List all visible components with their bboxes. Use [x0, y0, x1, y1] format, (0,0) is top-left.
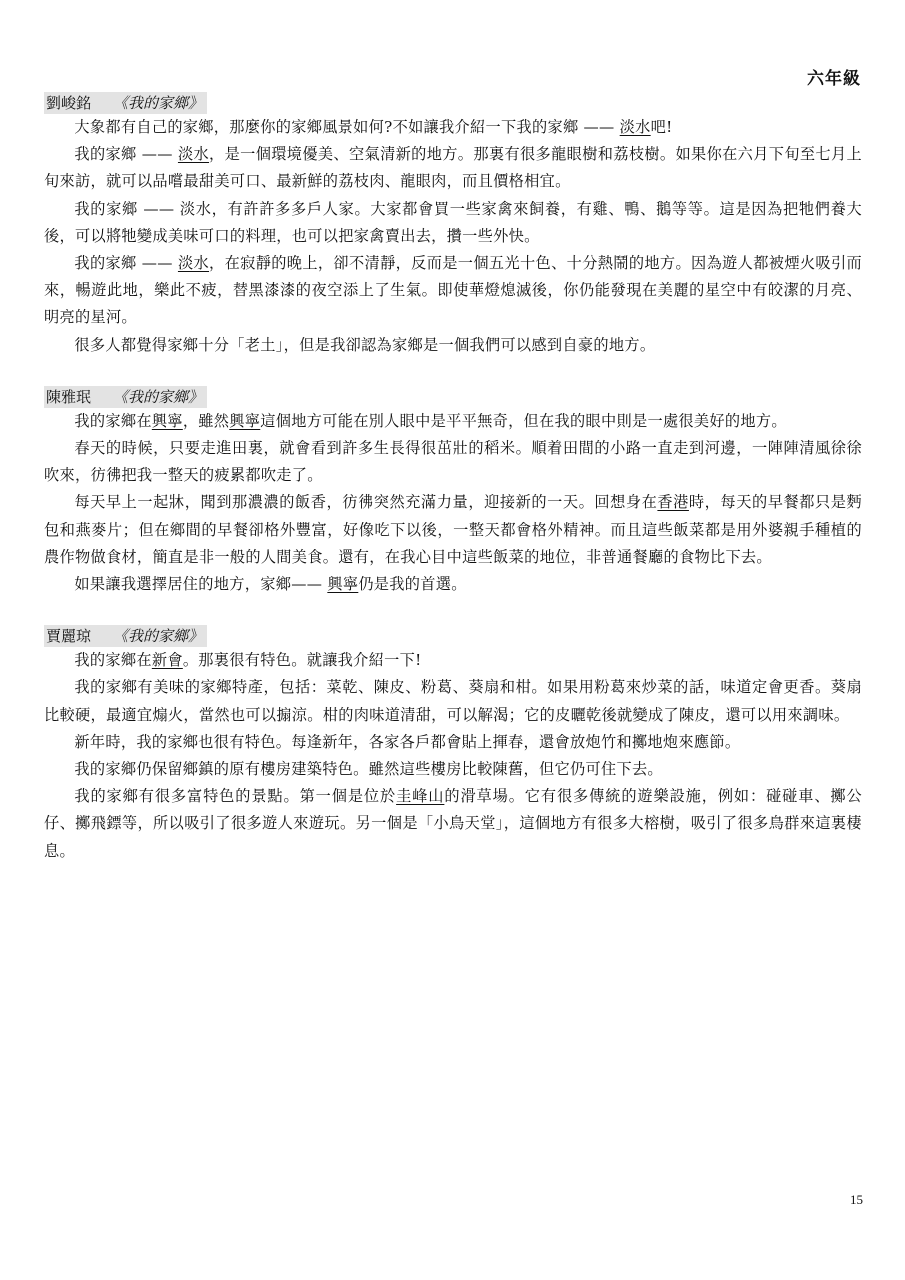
essay-paragraph [44, 647, 862, 674]
text-run: 我的家鄉在 [74, 651, 152, 670]
text-run: 大象都有自己的家鄉，那麼你的家鄉風景如何?不如讓我介紹一下我的家鄉 —— [74, 118, 620, 136]
text-run: 我的家鄉 —— [74, 254, 178, 273]
text-run: 。那裏很有特色。就讓我介紹一下! [182, 651, 422, 670]
place-name: 淡水 [619, 118, 651, 136]
text-run: 這個地方可能在別人眼中是平平無奇，但在我的眼中則是一處很美好的地方。 [260, 411, 787, 430]
essay-title: 《我的家鄉》 [113, 94, 204, 112]
essay-header-highlight [44, 386, 207, 408]
essay-header [44, 386, 862, 408]
essay-header-highlight [44, 92, 207, 114]
text-run: 我的家鄉 —— [74, 145, 178, 164]
essay-section [44, 625, 862, 865]
essay-section [44, 386, 862, 598]
essay-title: 《我的家鄉》 [113, 387, 204, 406]
essay-paragraph [44, 489, 862, 571]
text-run: ，是一個環境優美、空氣清新的地方。那裏有很多龍眼樹和荔枝樹。如果你在六月下旬至七月上旬來訪，就可以品嚐最甜美可口、最新鮮的荔枝肉、龍眼肉，而且價格相宜。 [44, 145, 862, 191]
essay-author: 劉峻銘 [46, 94, 92, 112]
essay-header [44, 625, 862, 647]
text-run: 很多人都覺得家鄉十分「老土」，但是我卻認為家鄉是一個我們可以感到自豪的地方。 [74, 335, 656, 354]
essay-paragraph [44, 250, 862, 332]
text-run: 每天早上一起牀，聞到那濃濃的飯香，彷彿突然充滿力量，迎接新的一天。回想身在 [74, 493, 658, 512]
essay-paragraph [44, 196, 862, 250]
essay-paragraph [44, 114, 862, 141]
text-run: 我的家鄉仍保留鄉鎮的原有樓房建築特色。雖然這些樓房比較陳舊，但它仍可住下去。 [74, 760, 663, 779]
essay-paragraph [44, 783, 862, 865]
text-run: ，雖然 [182, 411, 230, 430]
place-name: 圭峰山 [396, 787, 445, 806]
place-name: 興寧 [229, 411, 261, 430]
place-name: 香港 [657, 493, 689, 512]
place-name: 淡水 [177, 145, 210, 164]
essay-author: 陳雅珉 [46, 387, 92, 406]
essay-paragraph [44, 571, 862, 598]
essay-title: 《我的家鄉》 [113, 627, 204, 646]
essay-paragraph [44, 141, 862, 195]
grade-label: 六年級 [807, 69, 861, 89]
essay-paragraph [44, 674, 862, 728]
text-run: 仍是我的首選。 [358, 575, 467, 594]
place-name: 興寧 [151, 411, 183, 430]
essay-author: 賈麗琼 [46, 627, 92, 646]
essay-section [44, 92, 862, 359]
essay-header [44, 92, 862, 114]
place-name: 淡水 [177, 254, 210, 273]
essay-header-highlight [44, 625, 207, 647]
text-run: 新年時，我的家鄉也很有特色。每逢新年，各家各戶都會貼上揮春，還會放炮竹和擲地炮來應節。 [74, 732, 741, 751]
essay-paragraph [44, 729, 862, 756]
text-run: 我的家鄉有很多富特色的景點。第一個是位於 [74, 787, 397, 806]
essay-paragraph [44, 435, 862, 489]
text-run: 春天的時候，只要走進田裏，就會看到許多生長得很茁壯的稻米。順着田間的小路一直走到河邊，一陣陣清風徐徐吹來，彷彿把我一整天的疲累都吹走了。 [44, 439, 862, 485]
text-run: 我的家鄉有美味的家鄉特產，包括：菜乾、陳皮、粉葛、葵扇和柑。如果用粉葛來炒菜的話，味道定會更香。葵扇比較硬，最適宜煽火，當然也可以搧涼。柑的肉味道清甜，可以解渴；它的皮曬乾後就變成了陳皮，還可以用來調味。 [44, 678, 862, 724]
page-number: 15 [850, 1192, 863, 1207]
text-run: ，在寂靜的晚上，卻不清靜，反而是一個五光十色、十分熱鬧的地方。因為遊人都被煙火吸引而來，暢遊此地，樂此不疲，替黑漆漆的夜空添上了生氣。即使華燈熄滅後，你仍能發現在美麗的星空中有皎潔的月亮、明亮的星河。 [44, 254, 862, 327]
place-name: 興寧 [327, 575, 359, 594]
essay-paragraph [44, 408, 862, 435]
essay-paragraph [44, 756, 862, 783]
essay-collection [44, 92, 862, 892]
text-run: 我的家鄉在 [74, 411, 152, 430]
text-run: 吧! [650, 118, 673, 136]
text-run: 時，每天的早餐都只是麪包和燕麥片；但在鄉間的早餐卻格外豐富，好像吃下以後，一整天都會格外精神。而且這些飯菜都是用外婆親手種植的農作物做食材，簡直是非一般的人間美食。還有，在我心目中這些飯菜的地位，非普通餐廳的食物比下去。 [44, 493, 862, 566]
place-name: 新會 [151, 651, 183, 670]
text-run: 的滑草場。它有很多傳統的遊樂設施，例如：碰碰車、擲公仔、擲飛鏢等，所以吸引了很多遊人來遊玩。另一個是「小鳥天堂」，這個地方有很多大榕樹，吸引了很多鳥群來這裏棲息。 [44, 787, 862, 860]
text-run: 如果讓我選擇居住的地方，家鄉—— [74, 575, 328, 594]
text-run: 我的家鄉 —— 淡水，有許許多多戶人家。大家都會買一些家禽來飼養，有雞、鴨、鵝等等。這是因為把牠們養大後，可以將牠變成美味可口的料理，也可以把家禽賣出去，攢一些外快。 [44, 199, 862, 245]
essay-paragraph [44, 332, 862, 359]
